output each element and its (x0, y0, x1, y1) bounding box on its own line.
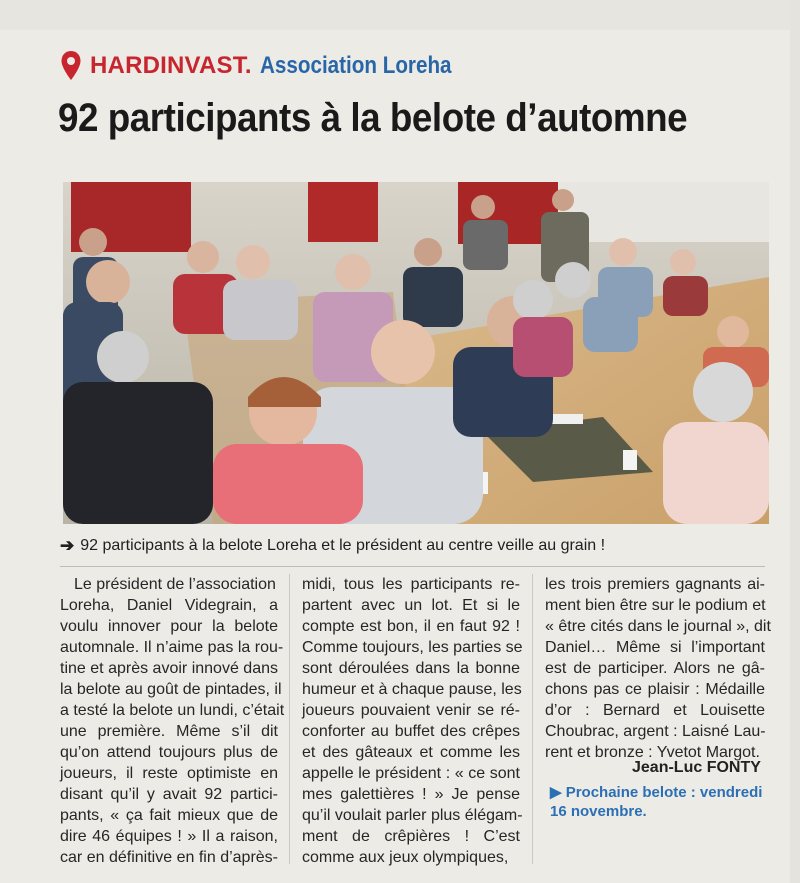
article-line: car en définitive en fin d’après- (60, 849, 278, 866)
article-line: chons pas ce plaisir : Médaille (545, 681, 765, 698)
article-line: dire 46 équipes ! » Il a raison, (60, 828, 278, 845)
article-line: automnale. Il n’aime pas la rou- (60, 639, 284, 656)
article-line: mes galettières ! » Je pense (302, 786, 520, 803)
article-line: est de participer. Alors ne gâ- (545, 660, 765, 677)
article-line: d’or : Bernard et Louisette (545, 702, 765, 719)
page-right-edge (790, 0, 800, 883)
article-line: ment bien être sur le podium et (545, 597, 766, 614)
article-line: pants, « ça fait mieux que de (60, 807, 278, 824)
article-line: disant qu’il y avait 92 partici- (60, 786, 278, 803)
kicker-location: HARDINVAST. (90, 52, 252, 79)
article-kicker (60, 48, 482, 84)
article-signature: Jean-Luc FONTY (632, 759, 761, 776)
photo-caption (60, 536, 760, 556)
article-line: Choubrac, argent : Laisné Lau- (545, 723, 766, 740)
article-line: Loreha, Daniel Videgrain, a (60, 597, 278, 614)
article-line: joueurs pouvaient venir se ré- (302, 702, 520, 719)
article-line: appelle le président : « ce sont (302, 765, 520, 782)
article-headline: 92 participants à la belote d’automne (58, 96, 688, 140)
article-line: sont déroulées dans la bonne (302, 660, 520, 677)
article-column-3 (545, 574, 771, 763)
article-line: qu’on attend toujours plus de (60, 744, 278, 761)
article-line: a testé la belote un lundi, c’était (60, 702, 285, 719)
article-line: rent et bronze : Yvetot Margot. (545, 744, 760, 761)
article-line: Le président de l’association (74, 576, 276, 593)
article-line: voulu innover pour la belote (60, 618, 278, 635)
article-line: Daniel… Même si l’important (545, 639, 765, 656)
column-divider (289, 574, 290, 864)
article-line: joueurs, il reste optimiste en (60, 765, 278, 782)
page-top-strip (0, 0, 800, 30)
article-line: qu’il voulait parler plus élégam- (302, 807, 523, 824)
article-line: les trois premiers gagnants ai- (545, 576, 765, 593)
article-line: Comme toujours, les parties se (302, 639, 523, 656)
article-line: tine et après avoir innové dans (60, 660, 278, 677)
event-photo (63, 182, 769, 524)
article-line: ment de crêpières ! C’est (302, 828, 520, 845)
column-divider (532, 574, 533, 864)
caption-text: 92 participants à la belote Loreha et le président au centre veille au grain ! (80, 537, 606, 554)
article-line: et des gâteaux et comme les (302, 744, 520, 761)
article-line: midi, tous les participants re- (302, 576, 520, 593)
article-line: partent avec un lot. Et si le (302, 597, 520, 614)
article-line: « être cités dans le journal », dit (545, 618, 771, 635)
article-line: une première. Même s’il dit (60, 723, 278, 740)
article-line: comme aux jeux olympiques, (302, 849, 509, 866)
article-line: conforter au buffet des crêpes (302, 723, 520, 740)
article-column-1 (60, 574, 285, 868)
arrow-right-icon: ➔ (60, 536, 75, 555)
kicker-association: Association Loreha (259, 52, 452, 79)
caption-divider (60, 566, 765, 567)
next-event-note: ▶ Prochaine belote : vendredi 16 novembre. (550, 784, 763, 820)
article-line: la belote au goût de pintades, il (60, 681, 282, 698)
event-photo-illustration (63, 182, 769, 524)
article-line: compte est bon, il en faut 92 ! (302, 618, 520, 635)
article-column-2 (302, 574, 523, 868)
article-line: humeur et à chaque pause, les (302, 681, 522, 698)
location-pin-icon (60, 50, 82, 82)
